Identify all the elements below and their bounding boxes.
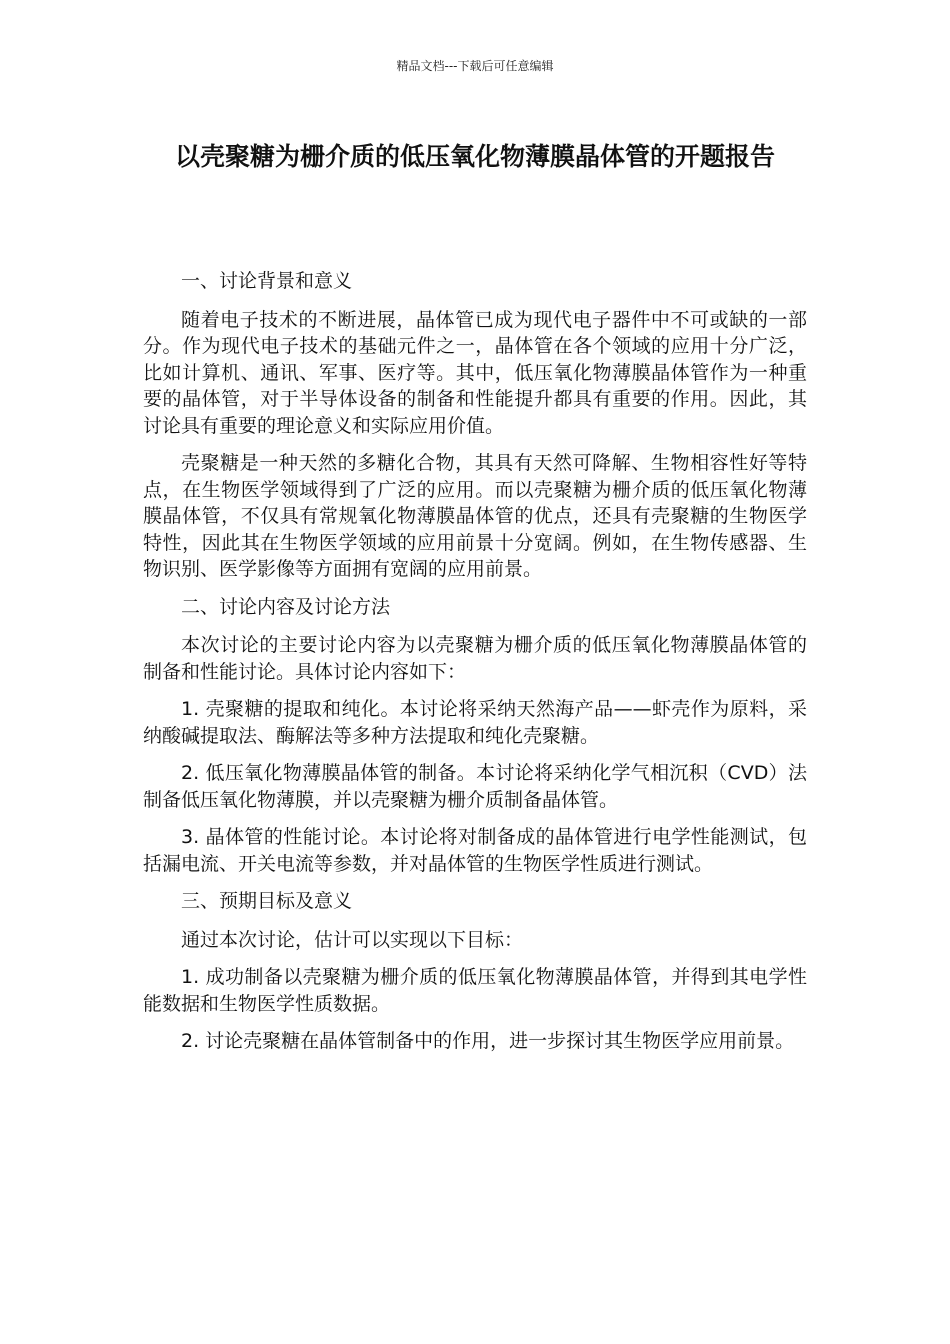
list-item: 1. 成功制备以壳聚糖为栅介质的低压氧化物薄膜晶体管，并得到其电学性能数据和生物医学性质数据。	[143, 966, 807, 1015]
section-heading-background: 一、讨论背景和意义	[181, 270, 353, 292]
section-heading-goals: 三、预期目标及意义	[181, 890, 353, 912]
list-item: 2. 低压氧化物薄膜晶体管的制备。本讨论将采纳化学气相沉积（CVD）法制备低压氧化物薄膜，并以壳聚糖为栅介质制备晶体管。	[143, 762, 807, 811]
paragraph: 随着电子技术的不断进展，晶体管已成为现代电子器件中不可或缺的一部分。作为现代电子技术的基础元件之一，晶体管在各个领域的应用十分广泛，比如计算机、通讯、军事、医疗等。其中，低压氧化物薄膜晶体管作为一种重要的晶体管，对于半导体设备的制备和性能提升都具有重要的作用。因此，其讨论具有重要的理论意义和实际应用价值。	[143, 308, 807, 437]
header-note: 精品文档---下载后可任意编辑	[396, 59, 554, 73]
paragraph: 本次讨论的主要讨论内容为以壳聚糖为栅介质的低压氧化物薄膜晶体管的制备和性能讨论。具体讨论内容如下：	[143, 634, 807, 683]
document-body	[143, 268, 807, 1066]
list-item: 2. 讨论壳聚糖在晶体管制备中的作用，进一步探讨其生物医学应用前景。	[181, 1030, 795, 1052]
paragraph: 壳聚糖是一种天然的多糖化合物，其具有天然可降解、生物相容性好等特点，在生物医学领域得到了广泛的应用。而以壳聚糖为栅介质的低压氧化物薄膜晶体管，不仅具有常规氧化物薄膜晶体管的优点，还具有壳聚糖的生物医学特性，因此其在生物医学领域的应用前景十分宽阔。例如，在生物传感器、生物识别、医学影像等方面拥有宽阔的应用前景。	[143, 452, 807, 580]
list-item: 1. 壳聚糖的提取和纯化。本讨论将采纳天然海产品——虾壳作为原料，采纳酸碱提取法、酶解法等多种方法提取和纯化壳聚糖。	[143, 698, 807, 747]
paragraph: 通过本次讨论，估计可以实现以下目标：	[181, 928, 524, 951]
section-heading-content-methods: 二、讨论内容及讨论方法	[181, 595, 391, 618]
document-title: 以壳聚糖为栅介质的低压氧化物薄膜晶体管的开题报告	[174, 142, 775, 171]
list-item: 3. 晶体管的性能讨论。本讨论将对制备成的晶体管进行电学性能测试，包括漏电流、开关电流等参数，并对晶体管的生物医学性质进行测试。	[143, 826, 807, 875]
